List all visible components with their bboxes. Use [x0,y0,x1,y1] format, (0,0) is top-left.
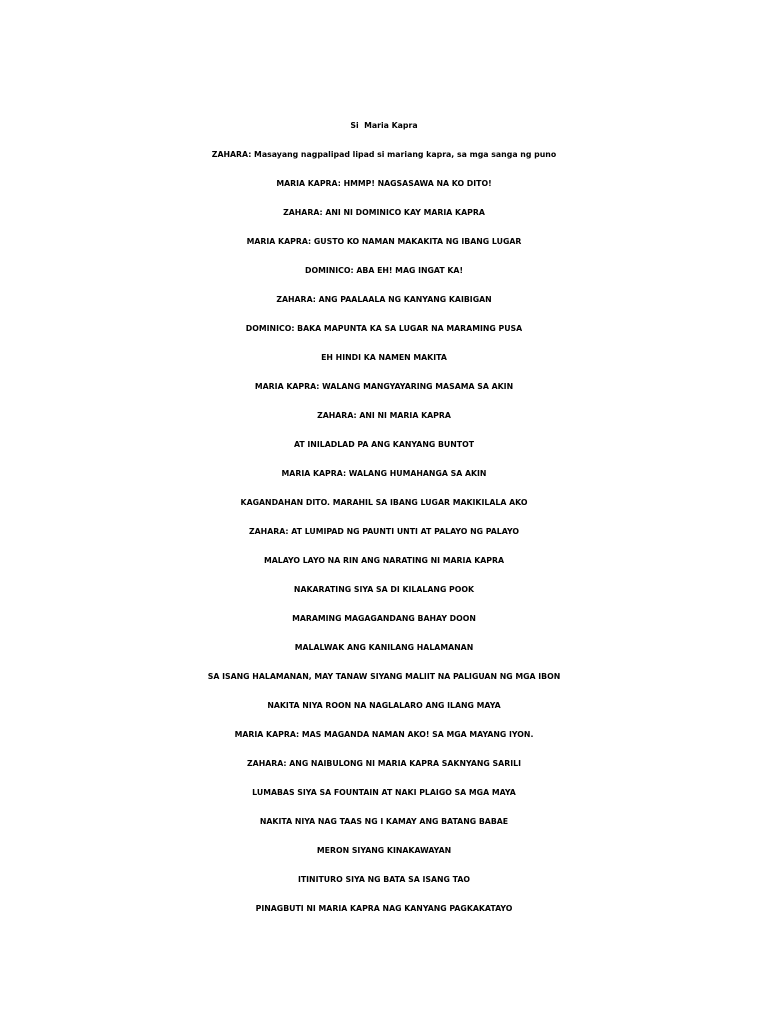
script-line: MARAMING MAGAGANDANG BAHAY DOON [292,614,476,623]
script-line: MARIA KAPRA: WALANG MANGYAYARING MASAMA SA AKIN [254,382,514,391]
script-line: ZAHARA: AT LUMIPAD NG PAUNTI UNTI AT PALAYO NG PALAYO [248,527,520,536]
script-line: MERON SIYANG KINAKAWAYAN [316,846,452,855]
script-line: MALAYO LAYO NA RIN ANG NARATING NI MARIA KAPRA [263,556,505,565]
script-line: MARIA KAPRA: WALANG HUMAHANGA SA AKIN [281,469,487,478]
script-line: ZAHARA: ANG NAIBULONG NI MARIA KAPRA SAKNYANG SARILI [247,759,521,768]
script-line: EH HINDI KA NAMEN MAKITA [321,353,447,362]
script-line: ITINITURO SIYA NG BATA SA ISANG TAO [297,875,471,884]
document-title: Si Maria Kapra [350,121,418,130]
script-line: MARIA KAPRA: GUSTO KO NAMAN MAKAKITA NG IBANG LUGAR [246,237,522,246]
script-line: KAGANDAHAN DITO. MARAHIL SA IBANG LUGAR MAKIKILALA AKO [240,498,528,507]
script-line: NAKITA NIYA ROON NA NAGLALARO ANG ILANG MAYA [267,701,501,710]
script-line: DOMINICO: ABA EH! MAG INGAT KA! [304,266,464,275]
script-line: AT INILADLAD PA ANG KANYANG BUNTOT [293,440,475,449]
script-line: MARIA KAPRA: MAS MAGANDA NAMAN AKO! SA MGA MAYANG IYON. [234,730,534,739]
script-line: NAKARATING SIYA SA DI KILALANG POOK [293,585,475,594]
script-line: DOMINICO: BAKA MAPUNTA KA SA LUGAR NA MARAMING PUSA [245,324,523,333]
script-line: NAKITA NIYA NAG TAAS NG I KAMAY ANG BATANG BABAE [259,817,509,826]
script-line: ZAHARA: ANI NI MARIA KAPRA [317,411,451,420]
script-line: PINAGBUTI NI MARIA KAPRA NAG KANYANG PAGKAKATAYO [255,904,513,913]
script-line: ZAHARA: Masayang nagpalipad lipad si mariang kapra, sa mga sanga ng puno [211,150,557,159]
script-line: MALALWAK ANG KANILANG HALAMANAN [294,643,474,652]
script-lines [0,145,768,928]
script-line: MARIA KAPRA: HMMP! NAGSASAWA NA KO DITO! [276,179,492,188]
script-line: LUMABAS SIYA SA FOUNTAIN AT NAKI PLAIGO SA MGA MAYA [252,788,516,797]
script-line: ZAHARA: ANG PAALAALA NG KANYANG KAIBIGAN [276,295,492,304]
script-line: SA ISANG HALAMANAN, MAY TANAW SIYANG MALIIT NA PALIGUAN NG MGA IBON [207,672,561,681]
script-line: ZAHARA: ANI NI DOMINICO KAY MARIA KAPRA [283,208,485,217]
